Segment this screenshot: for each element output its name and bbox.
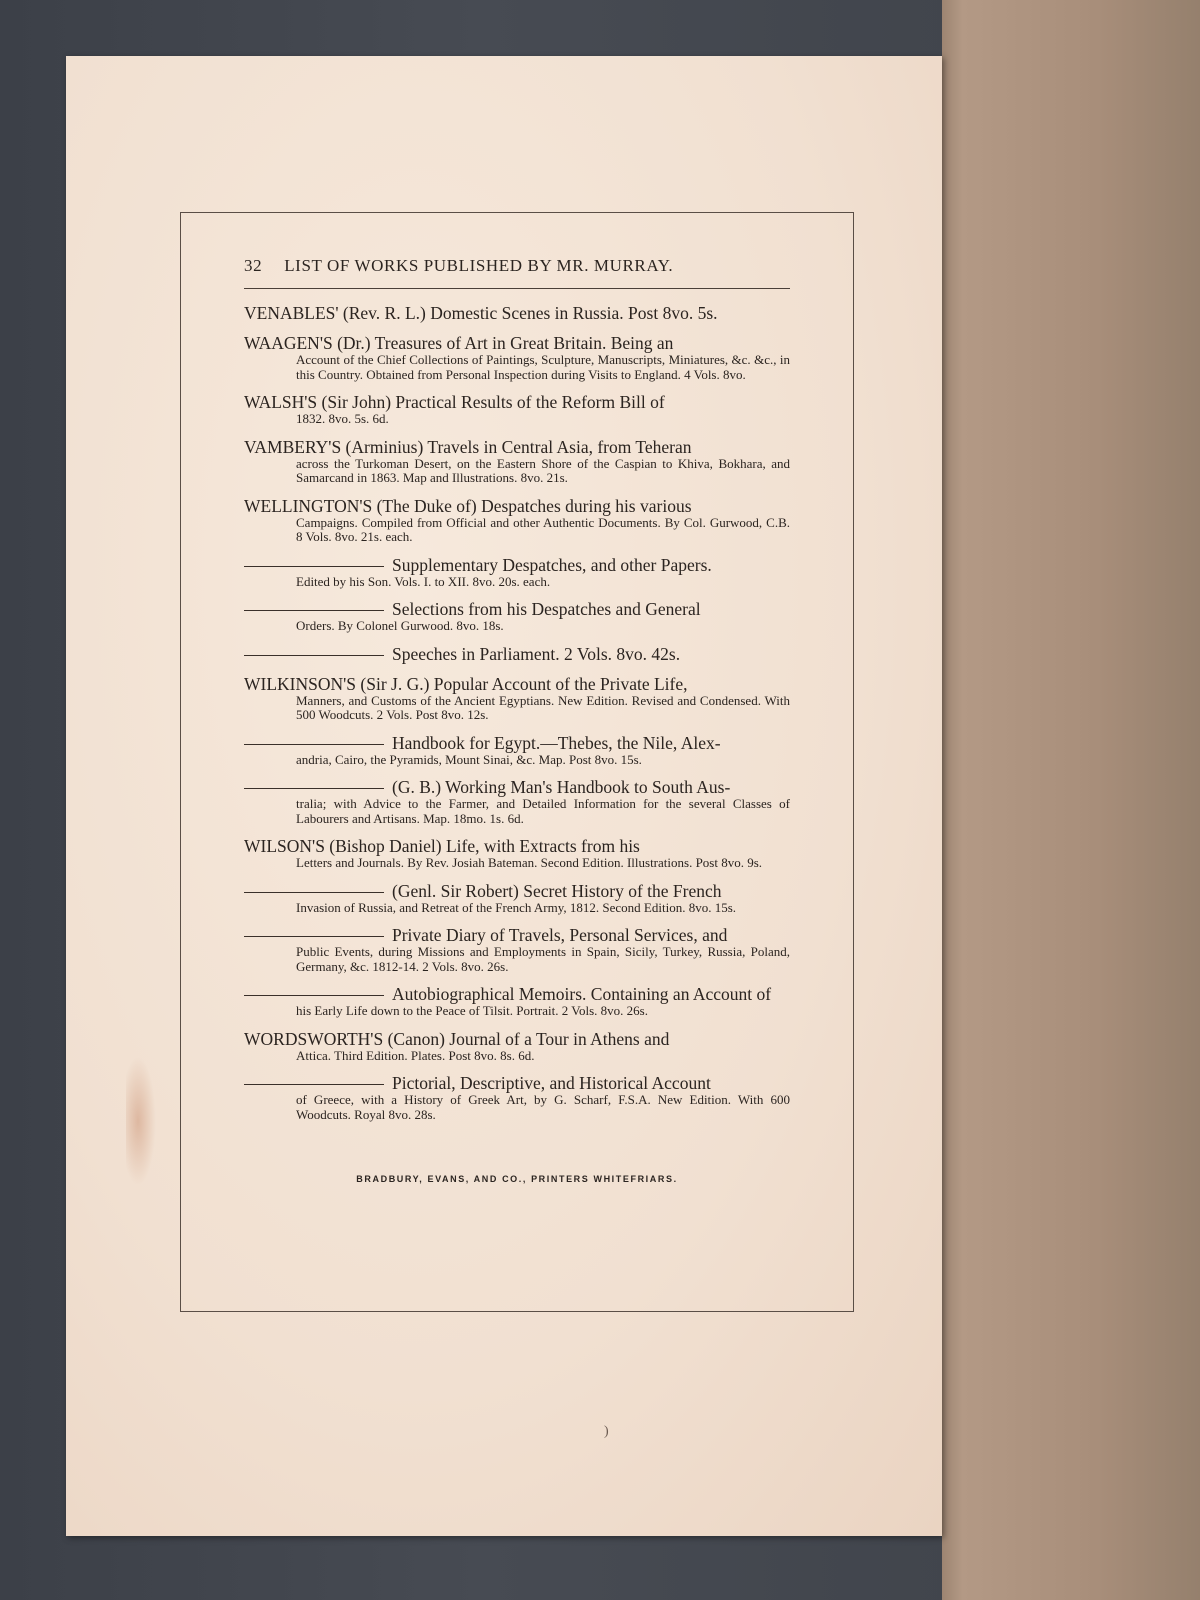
entry-lead [244, 836, 790, 856]
entry-lead-text: Selections from his Despatches and General [392, 599, 701, 619]
entry-lead-text: VAMBERY'S (Arminius) Travels in Central Asia, from Teheran [244, 436, 692, 457]
entry-lead [244, 303, 790, 323]
printer-imprint: BRADBURY, EVANS, AND CO., PRINTERS WHITEFRIARS. [356, 1174, 678, 1184]
entry-lead-text: Supplementary Despatches, and other Papers. [392, 554, 712, 575]
catalogue-entry [244, 1073, 790, 1122]
entry-body: Public Events, during Missions and Employments in Spain, Sicily, Turkey, Russia, Poland, Germany, &c. 1812-14. 2 Vols. 8vo. 26s. [296, 944, 790, 974]
ditto-rule [244, 610, 384, 611]
entry-lead [244, 984, 790, 1004]
entry-lead-text: WILSON'S (Bishop Daniel) Life, with Extracts from his [244, 836, 640, 856]
entry-lead-text: WORDSWORTH'S (Canon) Journal of a Tour in Athens and [244, 1028, 670, 1049]
entry-body: Manners, and Customs of the Ancient Egyptians. New Edition. Revised and Condensed. With 500 Woodcuts. 2 Vols. Post 8vo. 12s. [296, 692, 790, 722]
page-stain [126, 1056, 156, 1186]
entry-lead [244, 555, 790, 575]
entry-lead-text: WALSH'S (Sir John) Practical Results of the Reform Bill of [244, 392, 665, 412]
catalogue-entry [244, 925, 790, 974]
ditto-rule [244, 1084, 384, 1085]
catalogue-entry [244, 1029, 790, 1064]
entry-lead-text: WAAGEN'S (Dr.) Treasures of Art in Great Britain. Being an [244, 333, 674, 353]
entry-lead-text: Private Diary of Travels, Personal Services, and [392, 925, 728, 945]
entry-lead-text: Handbook for Egypt.—Thebes, the Nile, Alex- [392, 732, 721, 753]
entry-lead-text: Autobiographical Memoirs. Containing an Account of [392, 984, 772, 1004]
entry-body: of Greece, with a History of Greek Art, by G. Scharf, F.S.A. New Edition. With 600 Woodcuts. Royal 8vo. 28s. [296, 1092, 790, 1122]
entry-lead-text: (Genl. Sir Robert) Secret History of the French [392, 880, 722, 901]
entry-lead [244, 599, 790, 619]
page-text-block [244, 256, 790, 1184]
catalogue-entry [244, 555, 790, 590]
running-header [244, 256, 790, 289]
entry-body: Invasion of Russia, and Retreat of the French Army, 1812. Second Edition. 8vo. 15s. [296, 899, 737, 915]
catalogue-entry [244, 392, 790, 427]
entry-lead-text: Speeches in Parliament. 2 Vols. 8vo. 42s. [392, 643, 681, 664]
entry-body: andria, Cairo, the Pyramids, Mount Sinai, &c. Map. Post 8vo. 15s. [296, 751, 642, 767]
catalogue-entry [244, 674, 790, 723]
ditto-rule [244, 892, 384, 893]
catalogue-entry [244, 984, 790, 1019]
catalogue-entry [244, 644, 790, 664]
facing-page-edge [942, 0, 1200, 1600]
ditto-rule [244, 936, 384, 937]
ditto-rule [244, 995, 384, 996]
catalogue-entry [244, 777, 790, 826]
entry-lead [244, 733, 790, 753]
catalogue-entry [244, 496, 790, 545]
ditto-rule [244, 788, 384, 789]
entry-lead [244, 674, 790, 694]
entry-body: Orders. By Colonel Gurwood. 8vo. 18s. [296, 618, 504, 633]
catalogue-entry [244, 437, 790, 486]
entry-body: Attica. Third Edition. Plates. Post 8vo. 8s. 6d. [296, 1047, 535, 1063]
entry-lead [244, 437, 790, 457]
entry-body: Letters and Journals. By Rev. Josiah Bateman. Second Edition. Illustrations. Post 8vo. 9s. [296, 855, 763, 870]
entry-body: tralia; with Advice to the Farmer, and Detailed Information for the several Classes of Labourers and Artisans. Map. 18mo. 1s. 6d. [296, 796, 790, 826]
entry-lead [244, 496, 790, 516]
entry-body: 1832. 8vo. 5s. 6d. [296, 411, 389, 426]
entry-lead [244, 777, 790, 797]
catalogue-entry [244, 599, 790, 634]
ditto-rule [244, 744, 384, 745]
catalogue-entry [244, 733, 790, 768]
catalogue-entry [244, 881, 790, 916]
catalogue-entry [244, 333, 790, 382]
entry-lead [244, 1029, 790, 1049]
entry-lead-text: Pictorial, Descriptive, and Historical Account [392, 1073, 711, 1093]
entry-lead [244, 925, 790, 945]
entry-body: his Early Life down to the Peace of Tilsit. Portrait. 2 Vols. 8vo. 26s. [296, 1003, 648, 1018]
entry-lead [244, 333, 790, 353]
entry-lead [244, 881, 790, 901]
entry-body: Campaigns. Compiled from Official and other Authentic Documents. By Col. Gurwood, C.B. 8 Vols. 8vo. 21s. each. [296, 514, 790, 544]
entry-lead [244, 644, 790, 664]
entry-body: across the Turkoman Desert, on the Eastern Shore of the Caspian to Khiva, Bokhara, and Samarcand in 1863. Map and Illustrations. 8vo. 21s. [296, 455, 790, 485]
catalogue-entry [244, 836, 790, 871]
entry-lead [244, 392, 790, 412]
entry-body: Edited by his Son. Vols. I. to XII. 8vo. 20s. each. [296, 573, 551, 589]
entry-lead [244, 1073, 790, 1093]
page-mark: ) [604, 1424, 609, 1439]
entry-lead-text: WELLINGTON'S (The Duke of) Despatches during his various [244, 495, 692, 516]
page-title: LIST OF WORKS PUBLISHED BY MR. MURRAY. [284, 256, 674, 275]
entry-lead-text: WILKINSON'S (Sir J. G.) Popular Account of the Private Life, [244, 673, 688, 694]
catalogue-entry [244, 303, 790, 323]
page-number: 32 [244, 256, 263, 275]
ditto-rule [244, 566, 384, 567]
ditto-rule [244, 655, 384, 656]
entry-lead-text: VENABLES' (Rev. R. L.) Domestic Scenes in Russia. Post 8vo. 5s. [244, 303, 718, 323]
entry-body: Account of the Chief Collections of Paintings, Sculpture, Manuscripts, Miniatures, &c. &c., in this Country. Obtained from Personal Inspection during Visits to England. 4 Vols. 8vo. [296, 352, 790, 382]
catalogue-entries [244, 303, 790, 1122]
entry-lead-text: (G. B.) Working Man's Handbook to South Aus- [392, 777, 731, 797]
